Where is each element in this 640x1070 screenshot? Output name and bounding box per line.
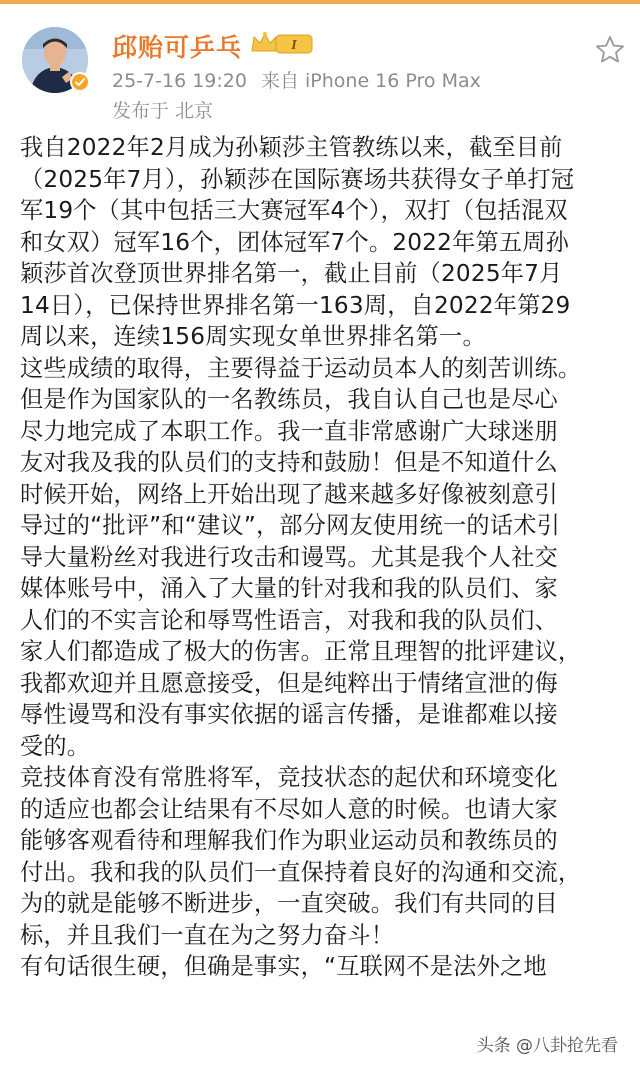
crown-badge-icon[interactable]	[250, 29, 316, 57]
post-line: 媒体账号中，涌入了大量的针对我和我的队员们、家	[20, 575, 558, 602]
post-line: 家人们都造成了极大的伤害。正常且理智的批评建议，	[20, 638, 582, 665]
post-line: 导大量粉丝对我进行攻击和谩骂。尤其是我个人社交	[20, 543, 558, 571]
post-line: 14日），已保持世界排名第一163周，自2022年第29	[20, 291, 571, 319]
post-source: 来自 iPhone 16 Pro Max	[260, 70, 481, 92]
post-line: 和女双）冠军16个，团体冠军7个。2022年第五周孙	[20, 228, 570, 256]
post-line: 的适应也都会让结果有不尽如人意的时候。也请大家	[20, 795, 558, 823]
post-line: 有句话很生硬，但确是事实，“互联网不是法外之地	[20, 953, 547, 980]
post-line: 我都欢迎并且愿意接受，但是纯粹出于情绪宣泄的侮	[20, 669, 558, 697]
post-header	[0, 0, 640, 130]
post-line: 受的。	[20, 732, 91, 760]
post-line: （2025年7月），孙颖莎在国际赛场共获得女子单打冠	[20, 165, 575, 193]
post-line: 付出。我和我的队员们一直保持着良好的沟通和交流，	[20, 858, 582, 886]
post-line: 标，并且我们一直在为之努力奋斗！	[20, 921, 395, 949]
post-line: 竞技体育没有常胜将军，竞技状态的起伏和环境变化	[20, 764, 558, 791]
post-location: 发布于 北京	[112, 100, 214, 122]
username[interactable]: 邱贻可乒乓	[112, 33, 243, 62]
watermark: 头条 @八卦抢先看	[467, 1028, 628, 1064]
post-body	[20, 132, 628, 983]
post-timestamp: 25-7-16 19:20	[112, 70, 247, 92]
post-line: 能够客观看待和理解我们作为职业运动员和教练员的	[20, 827, 558, 854]
post-line: 辱性谩骂和没有事实依据的谣言传播，是谁都难以接	[20, 701, 558, 728]
post-line: 友对我及我的队员们的支持和鼓励！但是不知道什么	[20, 449, 558, 476]
post-line: 但是作为国家队的一名教练员，我自认自己也是尽心	[20, 386, 558, 413]
post-line: 周以来，连续156周实现女单世界排名第一。	[20, 323, 486, 350]
post-line: 颖莎首次登顶世界排名第一，截止目前（2025年7月	[20, 260, 563, 287]
post-line: 时候开始，网络上开始出现了越来越多好像被刻意引	[20, 480, 558, 508]
post-line: 为的就是能够不断进步，一直突破。我们有共同的目	[20, 890, 558, 917]
post-line: 这些成绩的取得，主要得益于运动员本人的刻苦训练。	[20, 354, 582, 382]
badge-level: I	[291, 38, 297, 53]
post-line: 我自2022年2月成为孙颖莎主管教练以来，截至目前	[20, 134, 563, 161]
star-icon[interactable]	[594, 34, 626, 66]
post-line: 尽力地完成了本职工作。我一直非常感谢广大球迷朋	[20, 417, 558, 445]
post-line: 人们的不实言论和辱骂性语言，对我和我的队员们、	[20, 606, 558, 634]
post-line: 军19个（其中包括三大赛冠军4个），双打（包括混双	[20, 197, 568, 224]
post-line: 导过的“批评”和“建议”，部分网友使用统一的话术引	[20, 512, 560, 539]
post-meta	[112, 66, 481, 93]
verified-check-icon	[70, 72, 90, 92]
